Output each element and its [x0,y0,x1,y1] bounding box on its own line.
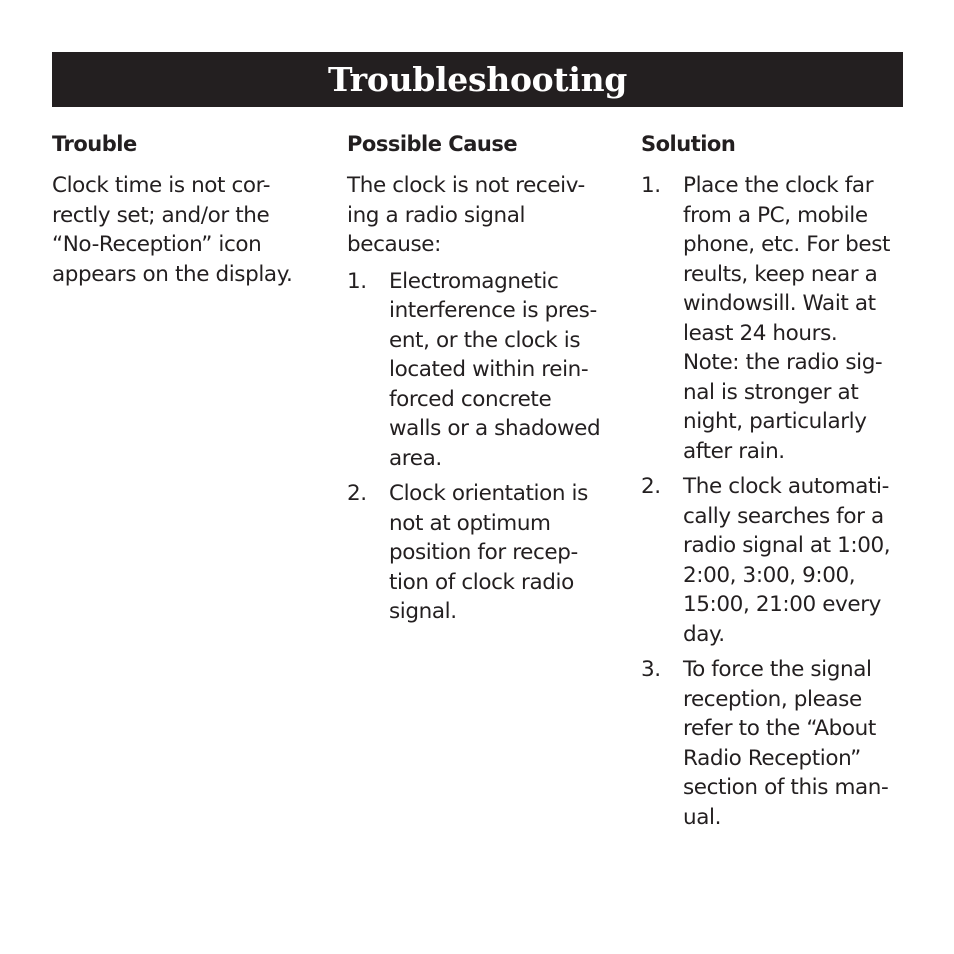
cause-heading: Possible Cause [347,132,518,156]
text-line: ual. [683,804,722,830]
text-line: forced concrete [389,386,552,412]
text-line: walls or a shadowed [389,416,601,441]
text-line: from a PC, mobile [683,202,868,228]
text-line: Clock orientation is [389,481,588,506]
text-line: interference is pres- [389,298,597,323]
text-line: area. [389,445,442,471]
list-number: 2. [347,481,367,506]
text-line: ing a radio signal [347,202,526,228]
text-line: after rain. [683,438,785,464]
list-text [389,267,617,474]
text-line: 15:00, 21:00 every [683,592,881,617]
solution-list [641,171,911,832]
text-line: day. [683,621,725,647]
text-line: radio signal at 1:00, [683,533,891,558]
list-item [641,472,911,649]
text-line: ent, or the clock is [389,327,581,353]
trouble-column [52,130,302,296]
text-line: reults, keep near a [683,261,878,287]
text-line: To force the signal [683,657,872,682]
list-text [683,655,911,832]
text-line: tion of clock radio [389,569,574,595]
text-line: appears on the display. [52,261,293,287]
text-line: rectly set; and/or the [52,202,270,228]
text-line: least 24 hours. [683,320,838,346]
solution-heading: Solution [641,132,736,156]
text-line: windowsill. Wait at [683,291,876,316]
list-number: 1. [347,268,367,294]
list-item [641,655,911,832]
list-number: 1. [641,173,661,198]
trouble-heading: Trouble [52,132,137,156]
list-item [347,479,617,627]
text-line: located within rein- [389,357,589,382]
list-item [641,171,911,466]
text-line: night, particularly [683,409,867,434]
list-text [683,472,911,649]
cause-list [347,267,617,627]
list-text [389,479,617,627]
text-line: “No-Reception” icon [52,232,262,257]
text-line: signal. [389,599,457,624]
list-number: 2. [641,474,661,499]
cause-intro [347,171,617,260]
text-line: The clock automati- [683,474,889,499]
text-line: because: [347,232,441,257]
text-line: reception, please [683,686,862,712]
text-line: position for recep- [389,540,578,565]
text-line: Electromagnetic [389,268,559,294]
list-number: 3. [641,657,661,682]
page-title: Troubleshooting [327,60,628,99]
list-item [347,267,617,474]
text-line: nal is stronger at [683,379,859,405]
text-line: not at optimum [389,510,551,536]
list-text [683,171,911,466]
text-line: refer to the “About [683,716,876,741]
text-line: 2:00, 3:00, 9:00, [683,562,856,588]
text-line: cally searches for a [683,503,884,529]
text-line: section of this man- [683,775,889,800]
text-line: phone, etc. For best [683,232,891,257]
text-line: Note: the radio sig- [683,350,883,375]
title-banner [52,52,903,107]
solution-column [641,130,911,838]
trouble-description [52,171,302,289]
text-line: The clock is not receiv- [347,173,585,198]
text-line: Clock time is not cor- [52,173,271,198]
text-line: Place the clock far [683,173,874,198]
text-line: Radio Reception” [683,745,861,771]
cause-column [347,130,617,633]
